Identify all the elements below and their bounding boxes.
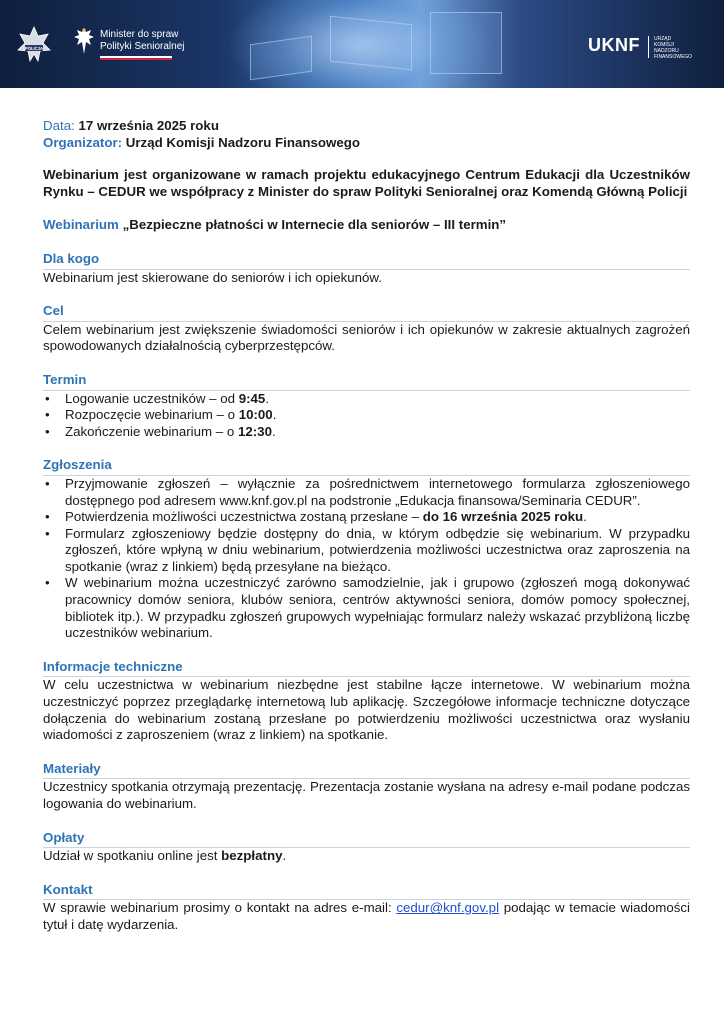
registration-deadline: do 16 września 2025 roku	[422, 509, 584, 525]
section-goal	[43, 303, 690, 355]
minister-logo-line2: Polityki Senioralnej	[100, 41, 185, 52]
technical-text: W celu uczestnictwa w webinarium niezbędne jest stabilne łącze internetowe. W webinarium można uczestniczyć poprzez przeglądarkę internetową lub aplikację. Szczegółowe informacje techniczne dotyczące dołączenia do webinarium zostaną przesłane po potwierdzeniu możliwości uczestnictwa oraz wysłaniu wiadomości z zaproszeniem (wraz z linkiem) na spotkanie.	[43, 677, 690, 743]
uknf-sub-line: KOMISJI	[654, 42, 675, 48]
contact-text	[43, 900, 690, 933]
schedule-item-text: Logowanie uczestników – od	[65, 390, 239, 406]
section-heading: Termin	[43, 372, 690, 391]
goal-text: Celem webinarium jest zwiększenie świadomości seniorów i ich opiekunów w zakresie aktualnych zagrożeń spowodowanych działalnością cyberprzestępców.	[43, 321, 690, 354]
contact-text-before: W sprawie webinarium prosimy o kontakt na adres e-mail:	[43, 900, 397, 916]
schedule-item-end: .	[271, 423, 276, 439]
uknf-logo-subtitle	[654, 36, 692, 60]
list-item: • W webinarium można uczestniczyć zarówno samodzielnie, jak i grupowo (zgłoszeń mogą dokonywać pracownicy domów seniora, klubów seniora, centrów aktywności seniora, domów pomocy społecznej, bibliotek itp.). W przypadku zgłoszeń grupowych wypełniając formularz należy wskazać przybliżoną liczbę uczestników webinarium.	[43, 575, 690, 641]
organizer-value: Urząd Komisji Nadzoru Finansowego	[125, 134, 360, 150]
section-registration	[43, 457, 690, 642]
police-badge-icon	[16, 26, 52, 62]
section-fees	[43, 830, 690, 865]
list-item: • Przyjmowanie zgłoszeń – wyłącznie za pośrednictwem internetowego formularza zgłoszeniowego dostępnego pod adresem www.knf.gov.pl na podstronie „Edukacja finansowa/Seminaria CEDUR”.	[43, 476, 690, 509]
document-body	[43, 118, 690, 934]
section-heading: Zgłoszenia	[43, 457, 690, 476]
materials-text: Uczestnicy spotkania otrzymają prezentację. Prezentacja zostanie wysłana na adresy e-mail podane podczas logowania do webinarium.	[43, 779, 690, 811]
registration-item-end: .	[583, 509, 587, 525]
section-heading: Cel	[43, 303, 690, 322]
minister-logo-text	[100, 29, 185, 53]
polish-eagle-icon	[72, 26, 96, 56]
webinar-label: Webinarium	[43, 217, 119, 233]
section-heading: Opłaty	[43, 830, 690, 849]
fees-value: bezpłatny	[221, 848, 283, 864]
schedule-item-time: 9:45	[238, 390, 266, 406]
banner-screen-graphic	[430, 12, 502, 74]
uknf-sub-line: URZĄD	[654, 36, 672, 42]
audience-text: Webinarium jest skierowane do seniorów i ich opiekunów.	[43, 269, 382, 285]
registration-item-text: Potwierdzenia możliwości uczestnictwa zostaną przesłane –	[65, 509, 423, 525]
schedule-item-end: .	[265, 390, 270, 406]
section-heading: Materiały	[43, 761, 690, 780]
police-badge-text: POLICJA	[24, 46, 44, 51]
list-item: • Formularz zgłoszeniowy będzie dostępny do dnia, w którym odbędzie się webinarium. W przypadku zgłoszeń, które wpłyną w dniu webinarium, potwierdzenia możliwości uczestnictwa oraz zaproszenia na spotkanie (wraz z linkiem) będą przesyłane na bieżąco.	[43, 526, 690, 576]
banner-screen-graphic	[330, 16, 412, 71]
uknf-logo: UKNF	[588, 35, 640, 55]
section-heading: Kontakt	[43, 882, 690, 901]
schedule-item-end: .	[272, 407, 277, 423]
date-value: 17 września 2025 roku	[78, 118, 219, 133]
fees-text-end: .	[282, 848, 287, 864]
uknf-sub-line: FINANSOWEGO	[654, 54, 693, 60]
schedule-item-text: Zakończenie webinarium – o	[65, 423, 238, 439]
organizer-line	[43, 135, 690, 152]
section-audience	[43, 251, 690, 286]
schedule-item-time: 10:00	[238, 407, 273, 423]
organizer-label: Organizator:	[43, 134, 123, 150]
section-heading: Dla kogo	[43, 251, 690, 270]
schedule-list	[43, 391, 690, 441]
fees-text-main: Udział w spotkaniu online jest	[43, 848, 222, 864]
webinar-title-line	[43, 217, 690, 234]
fees-text	[43, 848, 690, 865]
date-label: Data:	[43, 118, 75, 133]
registration-list	[43, 476, 690, 642]
date-line	[43, 118, 690, 135]
uknf-sub-line: NADZORU	[654, 48, 679, 54]
contact-email-link[interactable]: cedur@knf.gov.pl	[396, 900, 500, 916]
list-item	[43, 391, 690, 408]
section-schedule	[43, 372, 690, 440]
list-item	[43, 407, 690, 424]
schedule-item-text: Rozpoczęcie webinarium – o	[65, 407, 239, 423]
list-item	[43, 509, 690, 526]
section-materials	[43, 761, 690, 813]
section-technical	[43, 659, 690, 744]
section-contact	[43, 882, 690, 934]
section-heading: Informacje techniczne	[43, 659, 690, 678]
contact-text-after: podając w temacie wiadomości tytuł i datę wydarzenia.	[43, 900, 690, 932]
header-banner	[0, 0, 724, 88]
minister-flag-bar	[100, 56, 172, 60]
schedule-item-time: 12:30	[237, 423, 272, 439]
list-item	[43, 424, 690, 441]
intro-paragraph: Webinarium jest organizowane w ramach projektu edukacyjnego Centrum Edukacji dla Uczestników Rynku – CEDUR we współpracy z Minister do spraw Polityki Senioralnej oraz Komendą Główną Policji	[43, 167, 690, 199]
minister-logo-line1: Minister do spraw	[100, 29, 179, 40]
webinar-title: „Bezpieczne płatności w Internecie dla seniorów – III termin”	[122, 217, 507, 233]
uknf-logo-divider	[648, 36, 649, 58]
